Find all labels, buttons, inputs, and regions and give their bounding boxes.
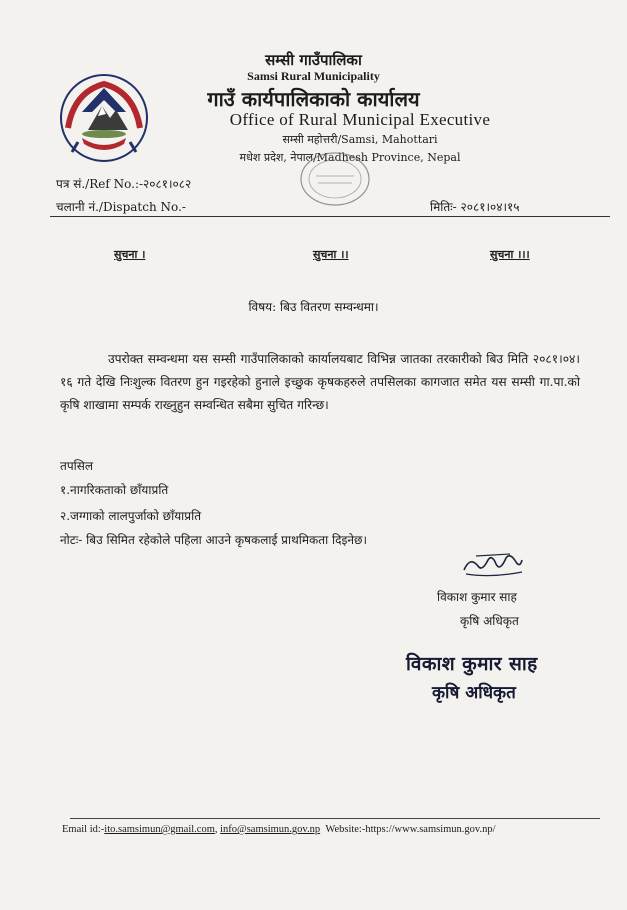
footer-email-1[interactable]: ito.samsimun@gmail.com xyxy=(104,824,215,835)
header-divider xyxy=(50,216,610,217)
footer-separator: , xyxy=(214,824,221,835)
list-item: १.नागरिकताको छाँयाप्रति xyxy=(60,483,169,497)
dispatch-number: चलानी नं./Dispatch No.- xyxy=(56,200,186,214)
office-stamp xyxy=(296,148,374,210)
subject-line: विषय: बिउ वितरण सम्वन्धमा। xyxy=(248,300,379,314)
note-line: नोटः- बिउ सिमित रहेकोले पहिला आउने कृषकलाई प्राथमिकता दिइनेछ। xyxy=(60,533,368,547)
seal-name: विकाश कुमार साह xyxy=(406,653,538,675)
office-name-en: Office of Rural Municipal Executive xyxy=(229,110,491,129)
footer-website[interactable]: Website:-https://www.samsimun.gov.np/ xyxy=(325,824,496,835)
reference-number: पत्र सं./Ref No.:-२०८१।०८२ xyxy=(56,177,192,191)
office-name-np: गाउँ कार्यपालिकाको कार्यालय xyxy=(207,87,420,111)
address-line-1: सम्सी महोत्तरी/Samsi, Mahottari xyxy=(282,133,438,146)
footer-divider xyxy=(70,818,600,819)
signatory-designation: कृषि अधिकृत xyxy=(460,614,519,628)
footer-email-2[interactable]: info@samsimun.gov.np xyxy=(220,824,321,835)
body-paragraph: उपरोक्त सम्वन्धमा यस सम्सी गाउँपालिकाको कार्यालयबाट विभिन्न जातका तरकारीको बिउ मिति २०८१।०४।१६ गते देखि निःशुल्क वितरण हुन गइरहेको हुनाले इच्छुक कृषकहरुले तपसिलका कागजात समेत यस सम्सी गा.पा.को कृषि शाखामा सम्पर्क राख्नुहुन सम्वन्धित सबैमा सुचित गरिन्छ। xyxy=(60,352,580,412)
list-item: २.जग्गाको लालपुर्जाको छाँयाप्रति xyxy=(60,509,202,523)
notice-heading-1: सुचना । xyxy=(114,248,146,261)
handwritten-signature xyxy=(460,548,526,582)
address-line-2: मधेश प्रदेश, नेपाल/Madhesh Province, Nepal xyxy=(239,151,461,164)
footer-contact xyxy=(62,824,496,835)
notice-heading-2: सुचना ।। xyxy=(313,248,349,261)
letter-date: मितिः- २०८१।०४।१५ xyxy=(430,200,520,214)
list-title: तपसिल xyxy=(60,459,94,473)
municipality-name-en: Samsi Rural Municipality xyxy=(247,69,380,83)
signatory-name: विकाश कुमार साह xyxy=(437,590,517,604)
footer-email-label: Email id:- xyxy=(62,824,105,835)
seal-designation: कृषि अधिकृत xyxy=(432,683,516,703)
municipality-name-np: सम्सी गाउँपालिका xyxy=(265,51,362,69)
notice-heading-3: सुचना ।।। xyxy=(490,248,530,261)
